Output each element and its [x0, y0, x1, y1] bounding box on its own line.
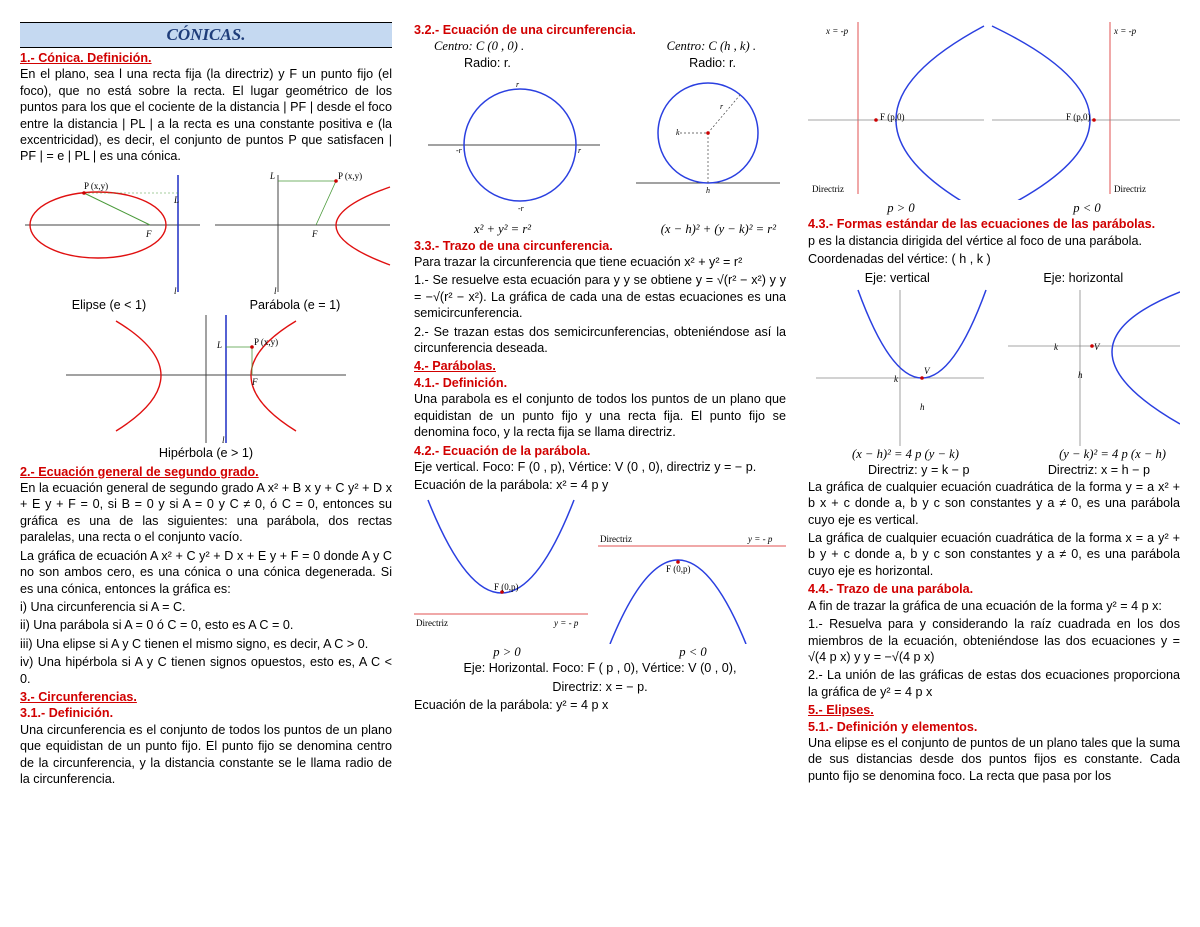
section-1-text: En el plano, sea l una recta fija (la directriz) y F un punto fijo (el foco), que no está sobre la recta. El lugar geométrico de los puntos para los que el cociente de la distancia | PF | desde el foco entre la distancia | PL | a la recta es una constante positiva e (la excentricidad), es decir, el conjunto de puntos P que satisfacen | PF | = e | PL | es una cónica. — [20, 67, 392, 164]
dir-horizontal: Directriz: x = h − p — [1047, 463, 1150, 478]
p-sign-row — [414, 644, 786, 660]
section-4-4-p3: 2.- La unión de las gráficas de estas dos ecuaciones proporciona la gráfica de y² = 4 p x — [808, 668, 1180, 699]
radio-row — [414, 55, 786, 71]
p-sign-row-2 — [808, 200, 1180, 216]
section-3-2-title: 3.2.- Ecuación de una circunferencia. — [414, 23, 636, 37]
p-negative-2: p < 0 — [1073, 201, 1101, 215]
section-4-2-vertical: Eje vertical. Foco: F (0 , p), Vértice: V (0 , 0), directriz y = − p. — [414, 459, 757, 474]
standard-equations — [808, 446, 1180, 462]
section-3-1-title: 3.1.- Definición. — [20, 706, 114, 721]
hyperbola-left-branch — [116, 321, 161, 431]
section-4-4-p2: 1.- Resuelva para y considerando la raíz cuadrada en los dos miembros de la ecuación, obteniéndose las dos ecuaciones y = √(4 p x) y y = −√(4 p x) — [808, 617, 1180, 664]
section-2-item-iv: iv) Una hipérbola si A y C tienen signos opuestos, esto es, A C < 0. — [20, 655, 392, 686]
section-3-3-p2: 1.- Se resuelve esta ecuación para y y se obtiene y = √(r² − x²) y y = −√(r² − x²). La gráfica de cada una de estas ecuaciones es una semicircunferencia. — [414, 273, 786, 321]
svg-text:r: r — [516, 80, 520, 90]
centro-hk: Centro: C (h , k) . — [666, 39, 756, 54]
section-2-item-i: i) Una circunferencia si A = C. — [20, 599, 186, 614]
svg-text:h: h — [706, 186, 710, 196]
section-4-title: 4.- Parábolas. — [414, 359, 496, 374]
parabola-f-label: F — [312, 228, 318, 239]
hyperbola-p-label: P (x,y) — [254, 337, 279, 348]
p-negative: p < 0 — [679, 644, 707, 659]
ellipse-pf-line — [84, 193, 150, 225]
svg-text:y = - p: y = - p — [748, 533, 773, 544]
parabola-right — [896, 26, 984, 200]
svg-text:y = - p: y = - p — [554, 617, 579, 628]
svg-text:x = -p: x = -p — [826, 26, 849, 36]
section-3-3-p3: 2.- Se trazan estas dos semicircunferencias, obteniéndose así la circunferencia deseada. — [414, 324, 786, 356]
column-2 — [414, 22, 786, 715]
circle-eq-translated: (x − h)² + (y − k)² = r² — [660, 222, 776, 237]
section-4-4-title: 4.4.- Trazo de una parábola. — [808, 582, 974, 597]
svg-text:h: h — [1078, 370, 1083, 381]
section-4-2-title: 4.2.- Ecuación de la parábola. — [414, 443, 591, 458]
section-4-4-p1: A fin de trazar la gráfica de una ecuación de la forma y² = 4 p x: — [808, 598, 1162, 613]
column-3 — [808, 22, 1180, 786]
directriz-equations — [808, 462, 1180, 478]
ellipse-l-label: L — [174, 194, 180, 205]
section-4-1-title: 4.1.- Definición. — [414, 375, 508, 390]
eq-vertical: (x − h)² = 4 p (y − k) — [852, 447, 959, 462]
section-4-2-eq-horizontal: Ecuación de la parábola: y² = 4 p x — [414, 697, 609, 712]
eje-row — [808, 270, 1180, 286]
svg-text:Directriz: Directriz — [600, 533, 632, 544]
ellipse-f-label: F — [146, 228, 152, 239]
svg-text:-r: -r — [456, 146, 462, 156]
section-3-1-text: Una circunferencia es el conjunto de todos los puntos de un plano que equidistan de un punto fijo. El punto fijo se denomina centro de la circunferencia, y la distancia constante se le llama radio de la circunferencia. — [20, 722, 392, 786]
circle-figures — [414, 71, 786, 221]
dir-vertical: Directriz: y = k − p — [868, 463, 970, 478]
standard-parabolas-figure — [808, 286, 1180, 446]
svg-text:k: k — [894, 374, 898, 385]
horizontal-parabolas-figure — [808, 22, 1180, 200]
eq-horizontal: (y − k)² = 4 p (x − h) — [1059, 447, 1166, 462]
vertical-parabolas-figure — [414, 496, 786, 644]
hyperbola-f-label: F — [252, 377, 258, 388]
caption-parabola: Parábola (e = 1) — [249, 297, 341, 312]
svg-text:x = -p: x = -p — [1114, 26, 1137, 36]
section-4-3-p2: Coordenadas del vértice: ( h , k ) — [808, 252, 991, 267]
hyperbola-l-label: L — [217, 340, 223, 351]
section-2-p2: La gráfica de ecuación A x² + C y² + D x + E y + F = 0 donde A y C no son ambos cero, es una cónica o una cónica degenerada. Si es una cónica, entonces la gráfica es: — [20, 548, 392, 596]
caption-row — [20, 297, 392, 313]
parabola-dir-label: l — [274, 285, 277, 296]
section-4-2-horizontal: Eje: Horizontal. Foco: F ( p , 0), Vértice: V (0 , 0), — [463, 661, 737, 676]
column-1 — [20, 22, 392, 789]
svg-text:F (p,0): F (p,0) — [880, 112, 905, 122]
section-3-3-p1: Para trazar la circunferencia que tiene ecuación x² + y² = r² — [414, 255, 743, 270]
svg-text:r: r — [578, 146, 582, 156]
ellipse-p-label: P (x,y) — [84, 180, 109, 191]
parabola-up — [428, 500, 574, 593]
svg-text:F (0,p): F (0,p) — [666, 563, 691, 574]
section-5-1-text: Una elipse es el conjunto de puntos de un plano tales que la suma de sus distancias desde dos puntos fijos es constante. Cada punto fijo se denomina foco. La recta que pasa por los — [808, 735, 1180, 783]
parabola-vertical — [858, 290, 986, 378]
svg-text:k: k — [676, 128, 680, 138]
circle-eq-origin: x² + y² = r² — [474, 222, 531, 237]
eje-vertical: Eje: vertical — [864, 270, 930, 285]
p-positive-2: p > 0 — [887, 201, 915, 215]
section-3-3-title: 3.3.- Trazo de una circunferencia. — [414, 238, 613, 253]
section-4-2-eq-vertical: Ecuación de la parábola: x² = 4 p y — [414, 478, 609, 493]
svg-text:Directriz: Directriz — [812, 184, 844, 194]
section-3-title: 3.- Circunferencias. — [20, 689, 137, 704]
conic-figures-top — [20, 167, 392, 297]
centro-row — [414, 38, 786, 54]
svg-text:V: V — [924, 366, 930, 377]
section-2-item-iii: iii) Una elipse si A y C tienen el mismo signo, es decir, A C > 0. — [20, 636, 369, 651]
parabola-curve — [336, 187, 390, 265]
radio-2: Radio: r. — [689, 55, 736, 70]
caption-hyperbola: Hipérbola (e > 1) — [158, 446, 254, 461]
parabola-pf-line — [316, 181, 336, 225]
section-4-1-text: Una parabola es el conjunto de todos los puntos de un plano que equidistan de un punto fijo y una recta fija. El punto fijo se denomina foco, y la recta fija se llama directriz. — [414, 392, 786, 440]
svg-text:k: k — [1054, 342, 1058, 353]
hyperbola-dir-label: l — [222, 435, 225, 446]
section-4-3-p1: p es la distancia dirigida del vértice al foco de una parábola. — [808, 233, 1142, 248]
parabola-horizontal — [1112, 292, 1180, 424]
svg-text:r: r — [720, 102, 724, 112]
svg-text:-r: -r — [518, 204, 524, 214]
section-4-2-directriz: Directriz: x = − p. — [552, 679, 648, 694]
section-1-title: 1.- Cónica. Definición. — [20, 51, 152, 65]
section-2-title: 2.- Ecuación general de segundo grado. — [20, 464, 259, 479]
centro-origin: Centro: C (0 , 0) . — [434, 39, 525, 54]
section-4-3-title: 4.3.- Formas estándar de las ecuaciones de las parábolas. — [808, 217, 1156, 232]
p-positive: p > 0 — [493, 644, 521, 659]
svg-text:V: V — [1094, 342, 1100, 353]
svg-text:F (p,0): F (p,0) — [1066, 112, 1091, 122]
col3-p2: La gráfica de cualquier ecuación cuadrática de la forma x = a y² + b y + c donde a, b y c son constantes y a ≠ 0, es una parábola cuyo eje es horizontal. — [808, 531, 1180, 578]
ellipse-dir-label: l — [174, 285, 177, 296]
svg-text:Directriz: Directriz — [416, 617, 448, 628]
col3-p1: La gráfica de cualquier ecuación cuadrática de la forma y = a x² + b x + c donde a, b y c son constantes y a ≠ 0, es una parábola cuyo eje es vertical. — [808, 479, 1180, 527]
page-title: CÓNICAS. — [20, 22, 392, 48]
svg-text:F (0,p): F (0,p) — [494, 581, 519, 592]
section-2-item-ii: ii) Una parábola si A = 0 ó C = 0, esto es A C = 0. — [20, 618, 294, 633]
svg-text:Directriz: Directriz — [1114, 184, 1146, 194]
section-5-title: 5.- Elipses. — [808, 703, 874, 718]
hyperbola-figure — [56, 313, 356, 445]
eje-horizontal: Eje: horizontal — [1043, 270, 1124, 285]
caption-ellipse: Elipse (e < 1) — [71, 297, 147, 312]
svg-text:h: h — [920, 402, 925, 413]
circle-equations — [414, 221, 786, 237]
ellipse-point-p — [82, 191, 86, 195]
parabola-p-label: P (x,y) — [338, 170, 363, 181]
parabola-l-label: L — [270, 170, 276, 181]
section-2-p1: En la ecuación general de segundo grado A x² + B x y + C y² + D x + E y + F = 0, si B = 0 y si A = 0 y C ≠ 0, ó C = 0, entonces su gráfica es una de las siguientes: una parábola, dos rectas paralelas, una recta o el conjunto vacío. — [20, 481, 392, 545]
radio-1: Radio: r. — [464, 55, 511, 70]
section-5-1-title: 5.1.- Definición y elementos. — [808, 719, 978, 734]
